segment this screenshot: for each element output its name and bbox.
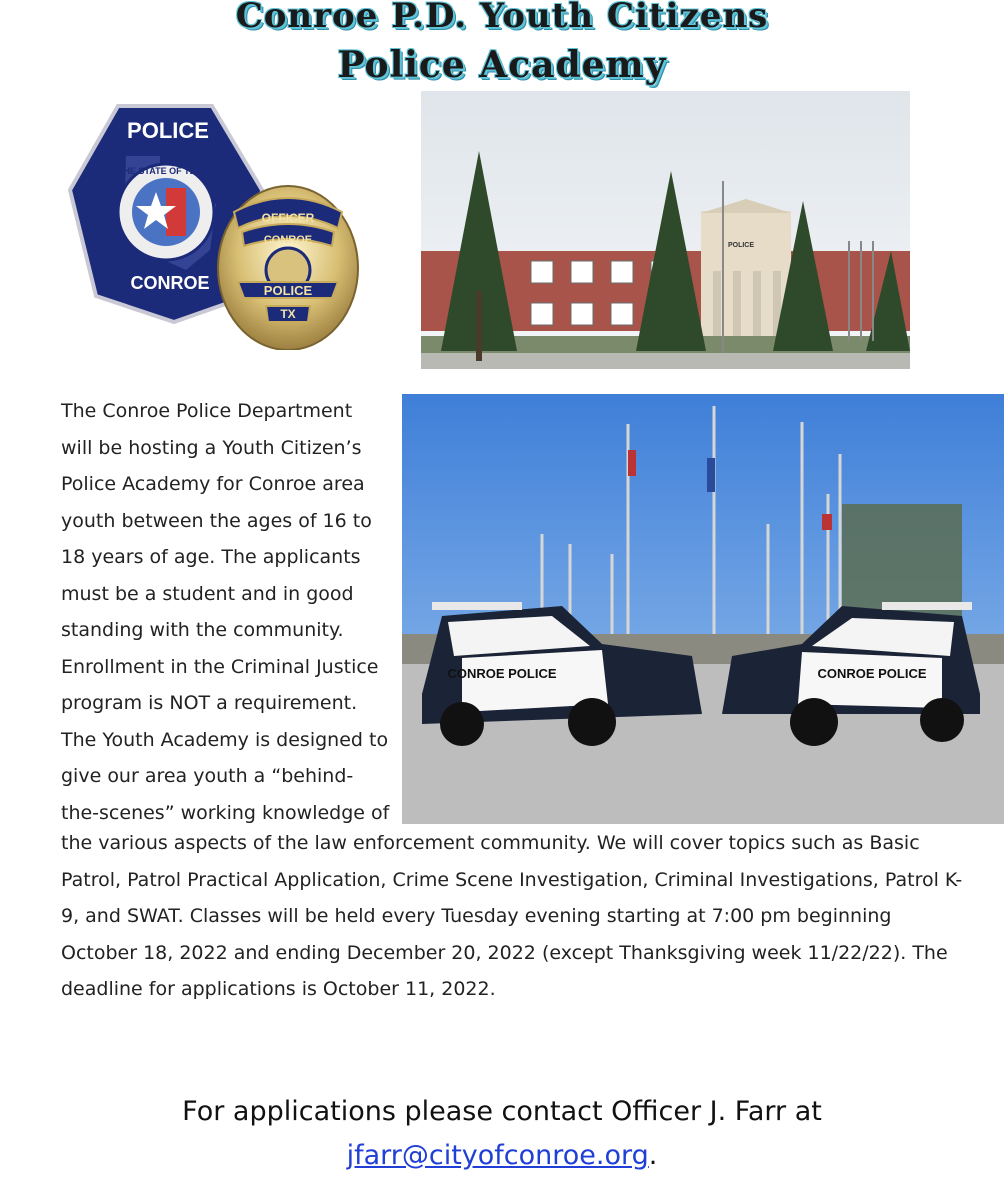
intro-paragraph: [61, 393, 391, 831]
body-line: standing with the community.: [61, 619, 344, 641]
body-line: Police Academy for Conroe area: [61, 473, 365, 495]
contact-trailing-period: .: [648, 1140, 658, 1171]
body-line: October 18, 2022 and ending December 20, 2022 (except Thanksgiving week 11/22/22). The: [61, 941, 948, 964]
page-title-line-2: Police Academy: [337, 44, 667, 86]
page-title-line-1: Conroe P.D. Youth Citizens: [235, 0, 769, 36]
patch-top-text: POLICE: [127, 118, 209, 143]
body-line: 9, and SWAT. Classes will be held every Tuesday evening starting at 7:00 pm beginning: [61, 905, 892, 927]
right-suv-door-label: CONROE POLICE: [817, 666, 927, 681]
badge-ribbon-text: POLICE: [263, 283, 313, 298]
body-line: 18 years of age. The applicants: [61, 546, 361, 568]
police-badges-image: [66, 100, 362, 350]
body-line: give our area youth a “behind-: [61, 765, 354, 787]
body-line: deadline for applications is October 11, 2022.: [61, 978, 496, 1000]
patch-ring-text: THE STATE OF TEXAS: [117, 166, 215, 176]
badge-state-text: TX: [280, 307, 296, 321]
body-line: The Youth Academy is designed to: [61, 728, 389, 751]
body-line: the-scenes” working knowledge of: [61, 801, 390, 824]
body-line: must be a student and in good: [61, 582, 354, 605]
badge-top-text: OFFICER: [261, 211, 315, 225]
badge-middle-text: CONROE: [263, 234, 313, 246]
body-line: Patrol, Patrol Practical Application, Crime Scene Investigation, Criminal Investigations, Patrol K-: [61, 868, 963, 891]
body-line: program is NOT a requirement.: [61, 692, 358, 714]
contact-line: For applications please contact Officer J. Farr at: [182, 1096, 822, 1127]
officer-badge: [218, 186, 358, 350]
details-paragraph: [61, 825, 961, 1008]
body-line: will be hosting a Youth Citizen’s: [61, 436, 362, 459]
contact-email-link[interactable]: jfarr@cityofconroe.org: [346, 1140, 649, 1171]
police-building-photo: [421, 91, 910, 369]
body-line: youth between the ages of 16 to: [61, 509, 372, 532]
body-line: Enrollment in the Criminal Justice: [61, 655, 379, 678]
body-line: The Conroe Police Department: [61, 400, 353, 422]
patch-bottom-text: CONROE: [130, 273, 210, 293]
building-sign-text: POLICE: [727, 242, 755, 249]
contact-email-line: [0, 1134, 1004, 1178]
contact-block: [0, 1090, 1004, 1178]
body-line: the various aspects of the law enforcement community. We will cover topics such as Basic: [61, 832, 920, 854]
left-suv-door-label: CONROE POLICE: [447, 666, 557, 681]
police-vehicles-photo: [402, 394, 1004, 824]
